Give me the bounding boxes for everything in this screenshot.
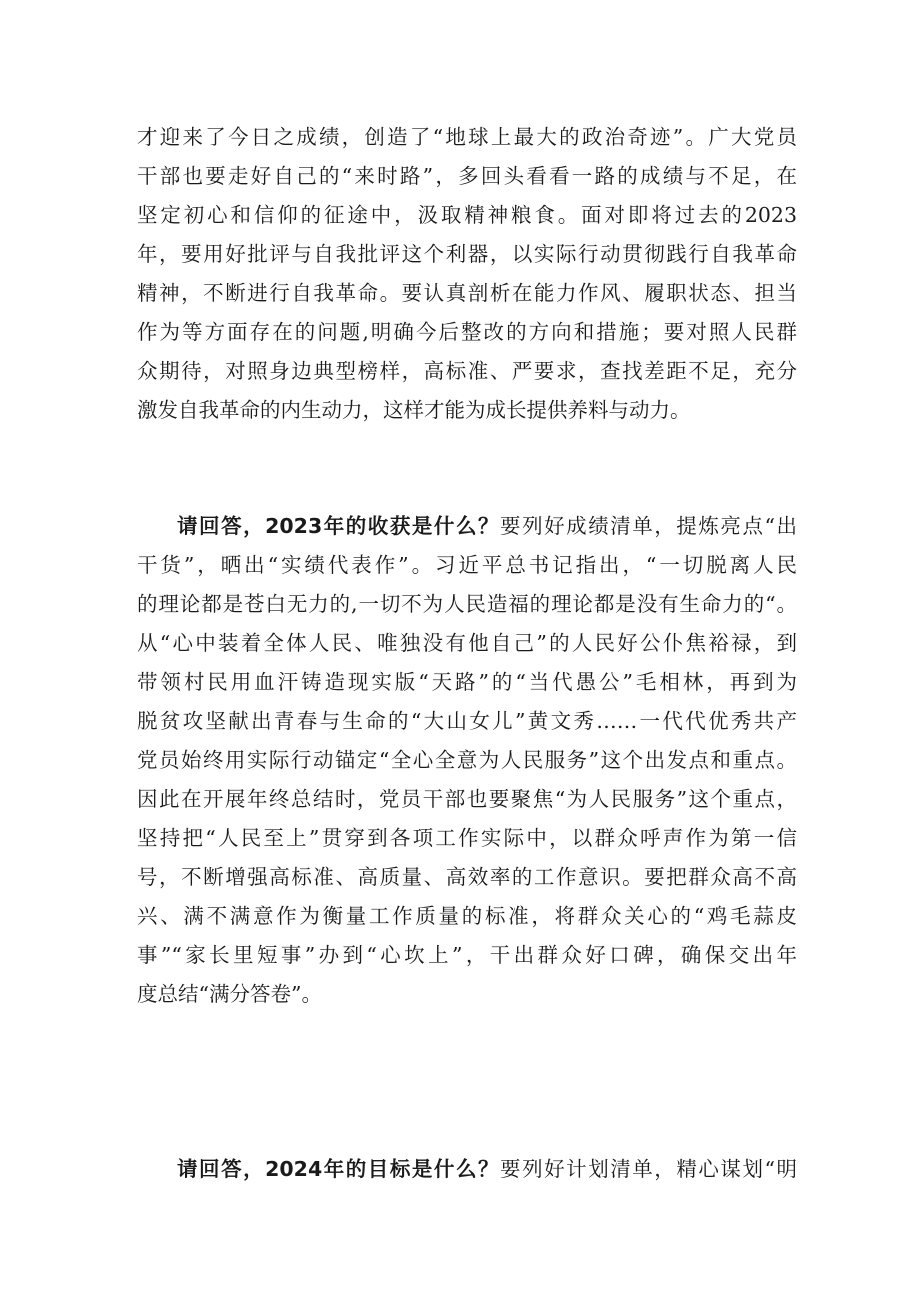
text-line: 度总结“满分答卷”。 <box>137 982 322 1006</box>
paragraph-2 <box>137 507 797 1014</box>
text-line: 号，不断增强高标准、高质量、高效率的工作意识。要把群众高不高 <box>137 865 797 889</box>
paragraph-3 <box>137 1150 797 1189</box>
text-line: 激发自我革命的内生动力，这样才能为成长提供养料与动力。 <box>137 398 691 422</box>
text-line: 从“心中装着全体人民、唯独没有他自己”的人民好公仆焦裕禄，到 <box>137 631 797 655</box>
question-heading: 请回答，2023年的收获是什么？ <box>177 514 501 538</box>
text-line: 干货”，晒出“实绩代表作”。习近平总书记指出，“一切脱离人民 <box>137 553 797 577</box>
paragraph-1 <box>137 118 797 430</box>
text-line: 干部也要走好自己的“来时路”，多回头看看一路的成绩与不足，在 <box>137 164 797 188</box>
text-line: 因此在开展年终总结时，党员干部也要聚焦“为人民服务”这个重点， <box>137 787 797 811</box>
text-line: 作为等方面存在的问题,明确今后整改的方向和措施；要对照人民群 <box>137 320 797 344</box>
text-run: 要列好成绩清单，提炼亮点“出 <box>500 514 798 538</box>
text-line: 才迎来了今日之成绩，创造了“地球上最大的政治奇迹”。广大党员 <box>137 125 797 149</box>
text-run: 要列好计划清单，精心谋划“明 <box>500 1157 798 1181</box>
text-line: 事”“家长里短事”办到“心坎上”，干出群众好口碑，确保交出年 <box>137 943 797 967</box>
text-line: 年，要用好批评与自我批评这个利器，以实际行动贯彻践行自我革命 <box>137 242 797 266</box>
text-line: 精神，不断进行自我革命。要认真剖析在能力作风、履职状态、担当 <box>137 281 797 305</box>
text-line: 坚持把“人民至上”贯穿到各项工作实际中，以群众呼声作为第一信 <box>137 826 797 850</box>
text-line: 坚定初心和信仰的征途中，汲取精神粮食。面对即将过去的2023 <box>137 203 797 227</box>
text-line <box>137 507 797 546</box>
text-line: 脱贫攻坚献出青春与生命的“大山女儿”黄文秀……一代代优秀共产 <box>137 709 797 733</box>
question-heading: 请回答，2024年的目标是什么？ <box>177 1157 501 1181</box>
text-line: 带领村民用血汗铸造现实版“天路”的“当代愚公”毛相林，再到为 <box>137 670 797 694</box>
text-line: 的理论都是苍白无力的,一切不为人民造福的理论都是没有生命力的“。 <box>137 592 797 616</box>
text-line <box>137 1150 797 1189</box>
text-line: 兴、满不满意作为衡量工作质量的标准，将群众关心的“鸡毛蒜皮 <box>137 904 797 928</box>
text-line: 众期待，对照身边典型榜样，高标准、严要求，查找差距不足，充分 <box>137 359 797 383</box>
text-line: 党员始终用实际行动锚定“全心全意为人民服务”这个出发点和重点。 <box>137 748 797 772</box>
